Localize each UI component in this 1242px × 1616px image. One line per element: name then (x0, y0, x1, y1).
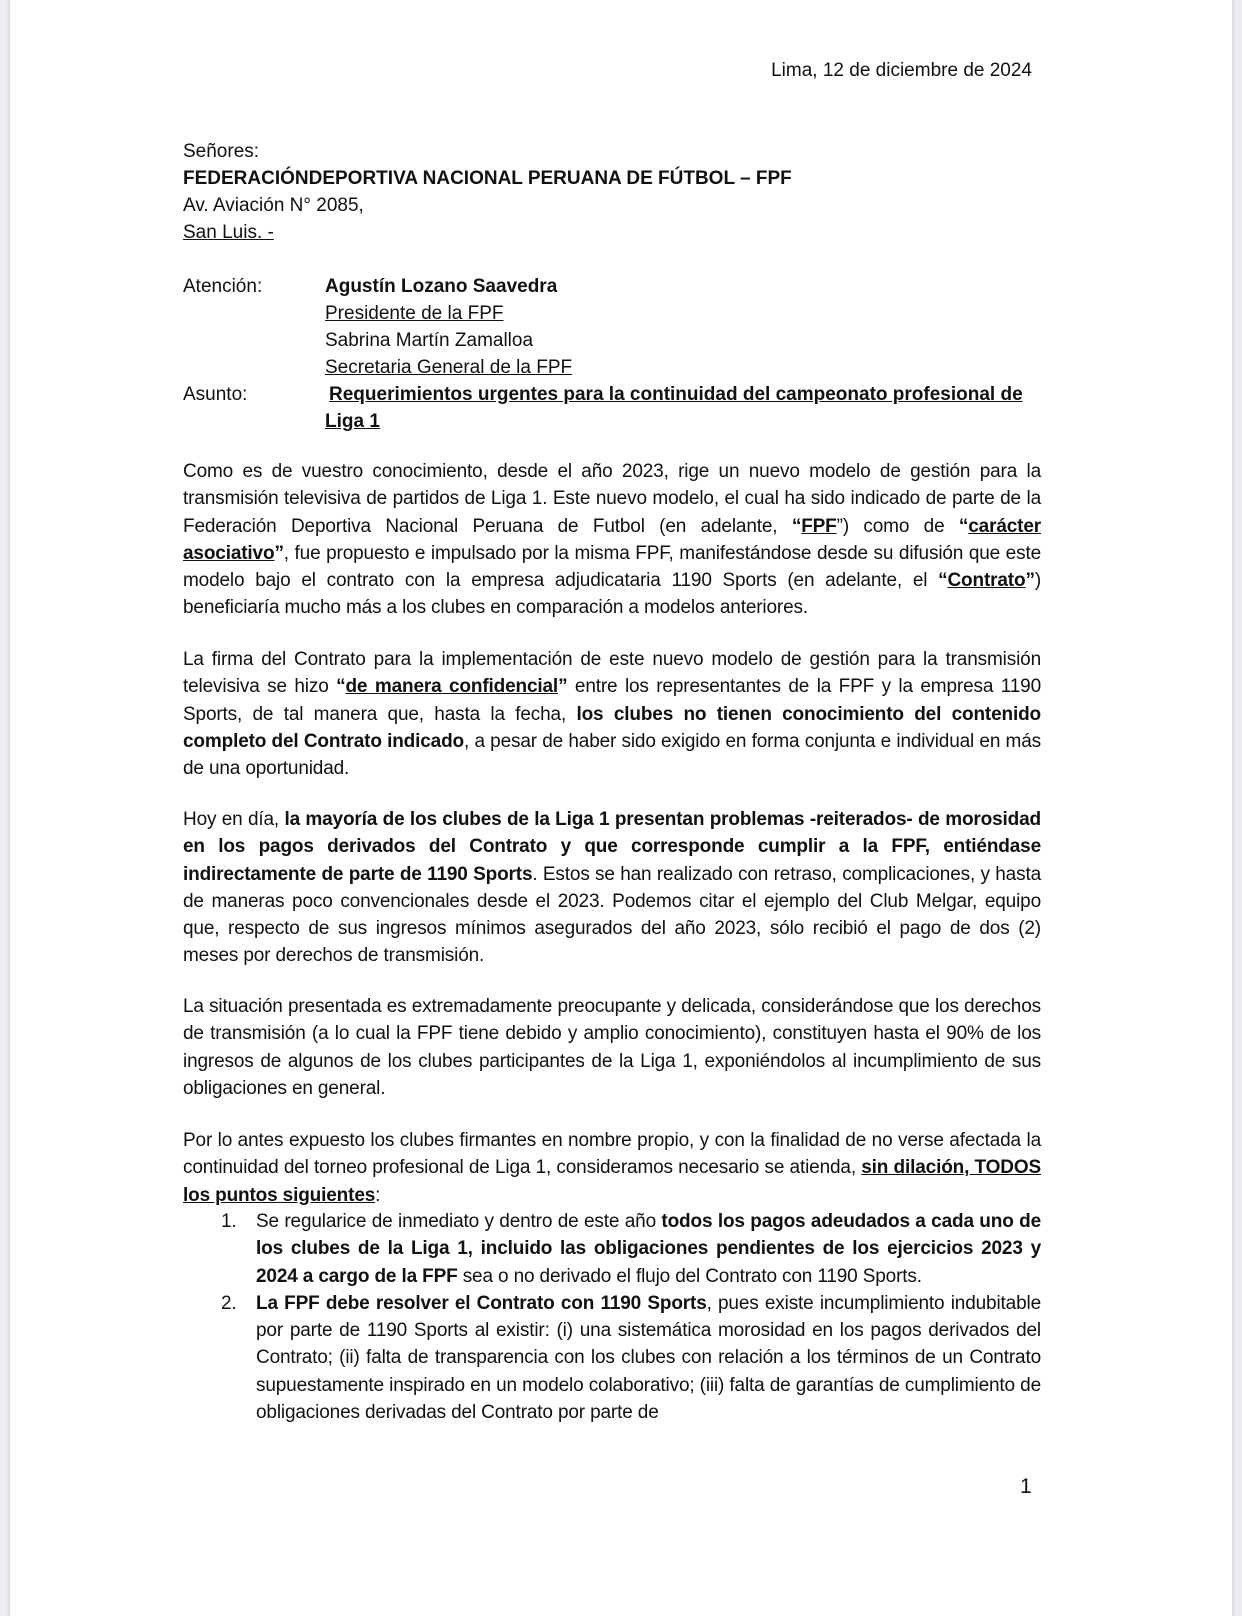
requirements-list (183, 1208, 1041, 1426)
list-item: 1. Se regularice de inmediato y dentro de este año todos los pagos adeudados a cada uno de los clubes de la Liga 1, incluido las obligaciones pendientes de los ejercicios 2023 y 2024 a cargo de la FPF sea o no derivado el flujo del Contrato con 1190 Sports. (183, 1208, 1041, 1290)
paragraph-4: La situación presentada es extremadamente preocupante y delicada, considerándose que los derechos de transmisión (a lo cual la FPF tiene debido y amplio conocimiento), constituyen hasta el 90% de los ingresos de algunos de los clubes participantes de la Liga 1, exponiéndolos al incumplimiento de sus obligaciones en general. (183, 996, 1041, 1099)
recipient-organization: FEDERACIÓNDEPORTIVA NACIONAL PERUANA DE FÚTBOL – FPF (183, 168, 792, 189)
attention-label: Atención: (183, 276, 263, 297)
list-item-number: 1. (221, 1211, 237, 1232)
letter-date: Lima, 12 de diciembre de 2024 (771, 60, 1032, 81)
recipient-block (183, 138, 1041, 246)
attention-title-1: Presidente de la FPF (325, 303, 504, 324)
attention-person-1: Agustín Lozano Saavedra (325, 276, 558, 297)
recipient-district: San Luis. - (183, 222, 274, 243)
paragraph-5: Por lo antes expuesto los clubes firmantes en nombre propio, y con la finalidad de no verse afectada la continuidad del torneo profesional de Liga 1, consideramos necesario se atienda, sin dilación, TODOS los puntos siguientes: (183, 1130, 1041, 1206)
subject-line-1: Requerimientos urgentes para la continuidad del campeonato profesional de (329, 384, 1023, 405)
letter-page (10, 0, 1232, 1616)
subject-line-2: Liga 1 (325, 411, 380, 432)
list-item: 2. La FPF debe resolver el Contrato con 1190 Sports, pues existe incumplimiento indubitable por parte de 1190 Sports al existir: (i) una sistemática morosidad en los pagos derivados del Contrato; (ii) falta de transparencia con los clubes con relación a los términos de un Contrato supuestamente inspirado en un modelo colaborativo; (iii) falta de garantías de cumplimiento de obligaciones derivadas del Contrato por parte de (183, 1290, 1041, 1426)
attention-person-2: Sabrina Martín Zamalloa (325, 330, 534, 351)
paragraph-2: La firma del Contrato para la implementación de este nuevo modelo de gestión para la transmisión televisiva se hizo “de manera confidencial” entre los representantes de la FPF y la empresa 1190 Sports, de tal manera que, hasta la fecha, los clubes no tienen conocimiento del contenido completo del Contrato indicado, a pesar de haber sido exigido en forma conjunta e individual en más de una oportunidad. (183, 649, 1041, 780)
list-item-number: 2. (221, 1292, 237, 1314)
page-number: 1 (1020, 1475, 1032, 1498)
paragraph-1: Como es de vuestro conocimiento, desde el año 2023, rige un nuevo modelo de gestión para la transmisión televisiva de partidos de Liga 1. Este nuevo modelo, el cual ha sido indicado de parte de la Federación Deportiva Nacional Peruana de Futbol (en adelante, “FPF”) como de “carácter asociativo”, fue propuesto e impulsado por la misma FPF, manifestándose desde su difusión que este modelo bajo el contrato con la empresa adjudicataria 1190 Sports (en adelante, el “Contrato”) beneficiaría mucho más a los clubes en comparación a modelos anteriores. (183, 461, 1042, 619)
salutation: Señores: (183, 141, 260, 162)
attention-title-2: Secretaria General de la FPF (325, 357, 573, 378)
paragraph-3: Hoy en día, la mayoría de los clubes de la Liga 1 presentan problemas -reiterados- de morosidad en los pagos derivados del Contrato y que corresponde cumplir a la FPF, entiéndase indirectamente de parte de 1190 Sports. Estos se han realizado con retraso, complicaciones, y hasta de maneras poco convencionales desde el 2023. Podemos citar el ejemplo del Club Melgar, equipo que, respecto de sus ingresos mínimos asegurados del año 2023, sólo recibió el pago de dos (2) meses por derechos de transmisión. (183, 809, 1041, 967)
subject-label: Asunto: (183, 384, 248, 405)
recipient-address: Av. Aviación N° 2085, (183, 195, 364, 216)
